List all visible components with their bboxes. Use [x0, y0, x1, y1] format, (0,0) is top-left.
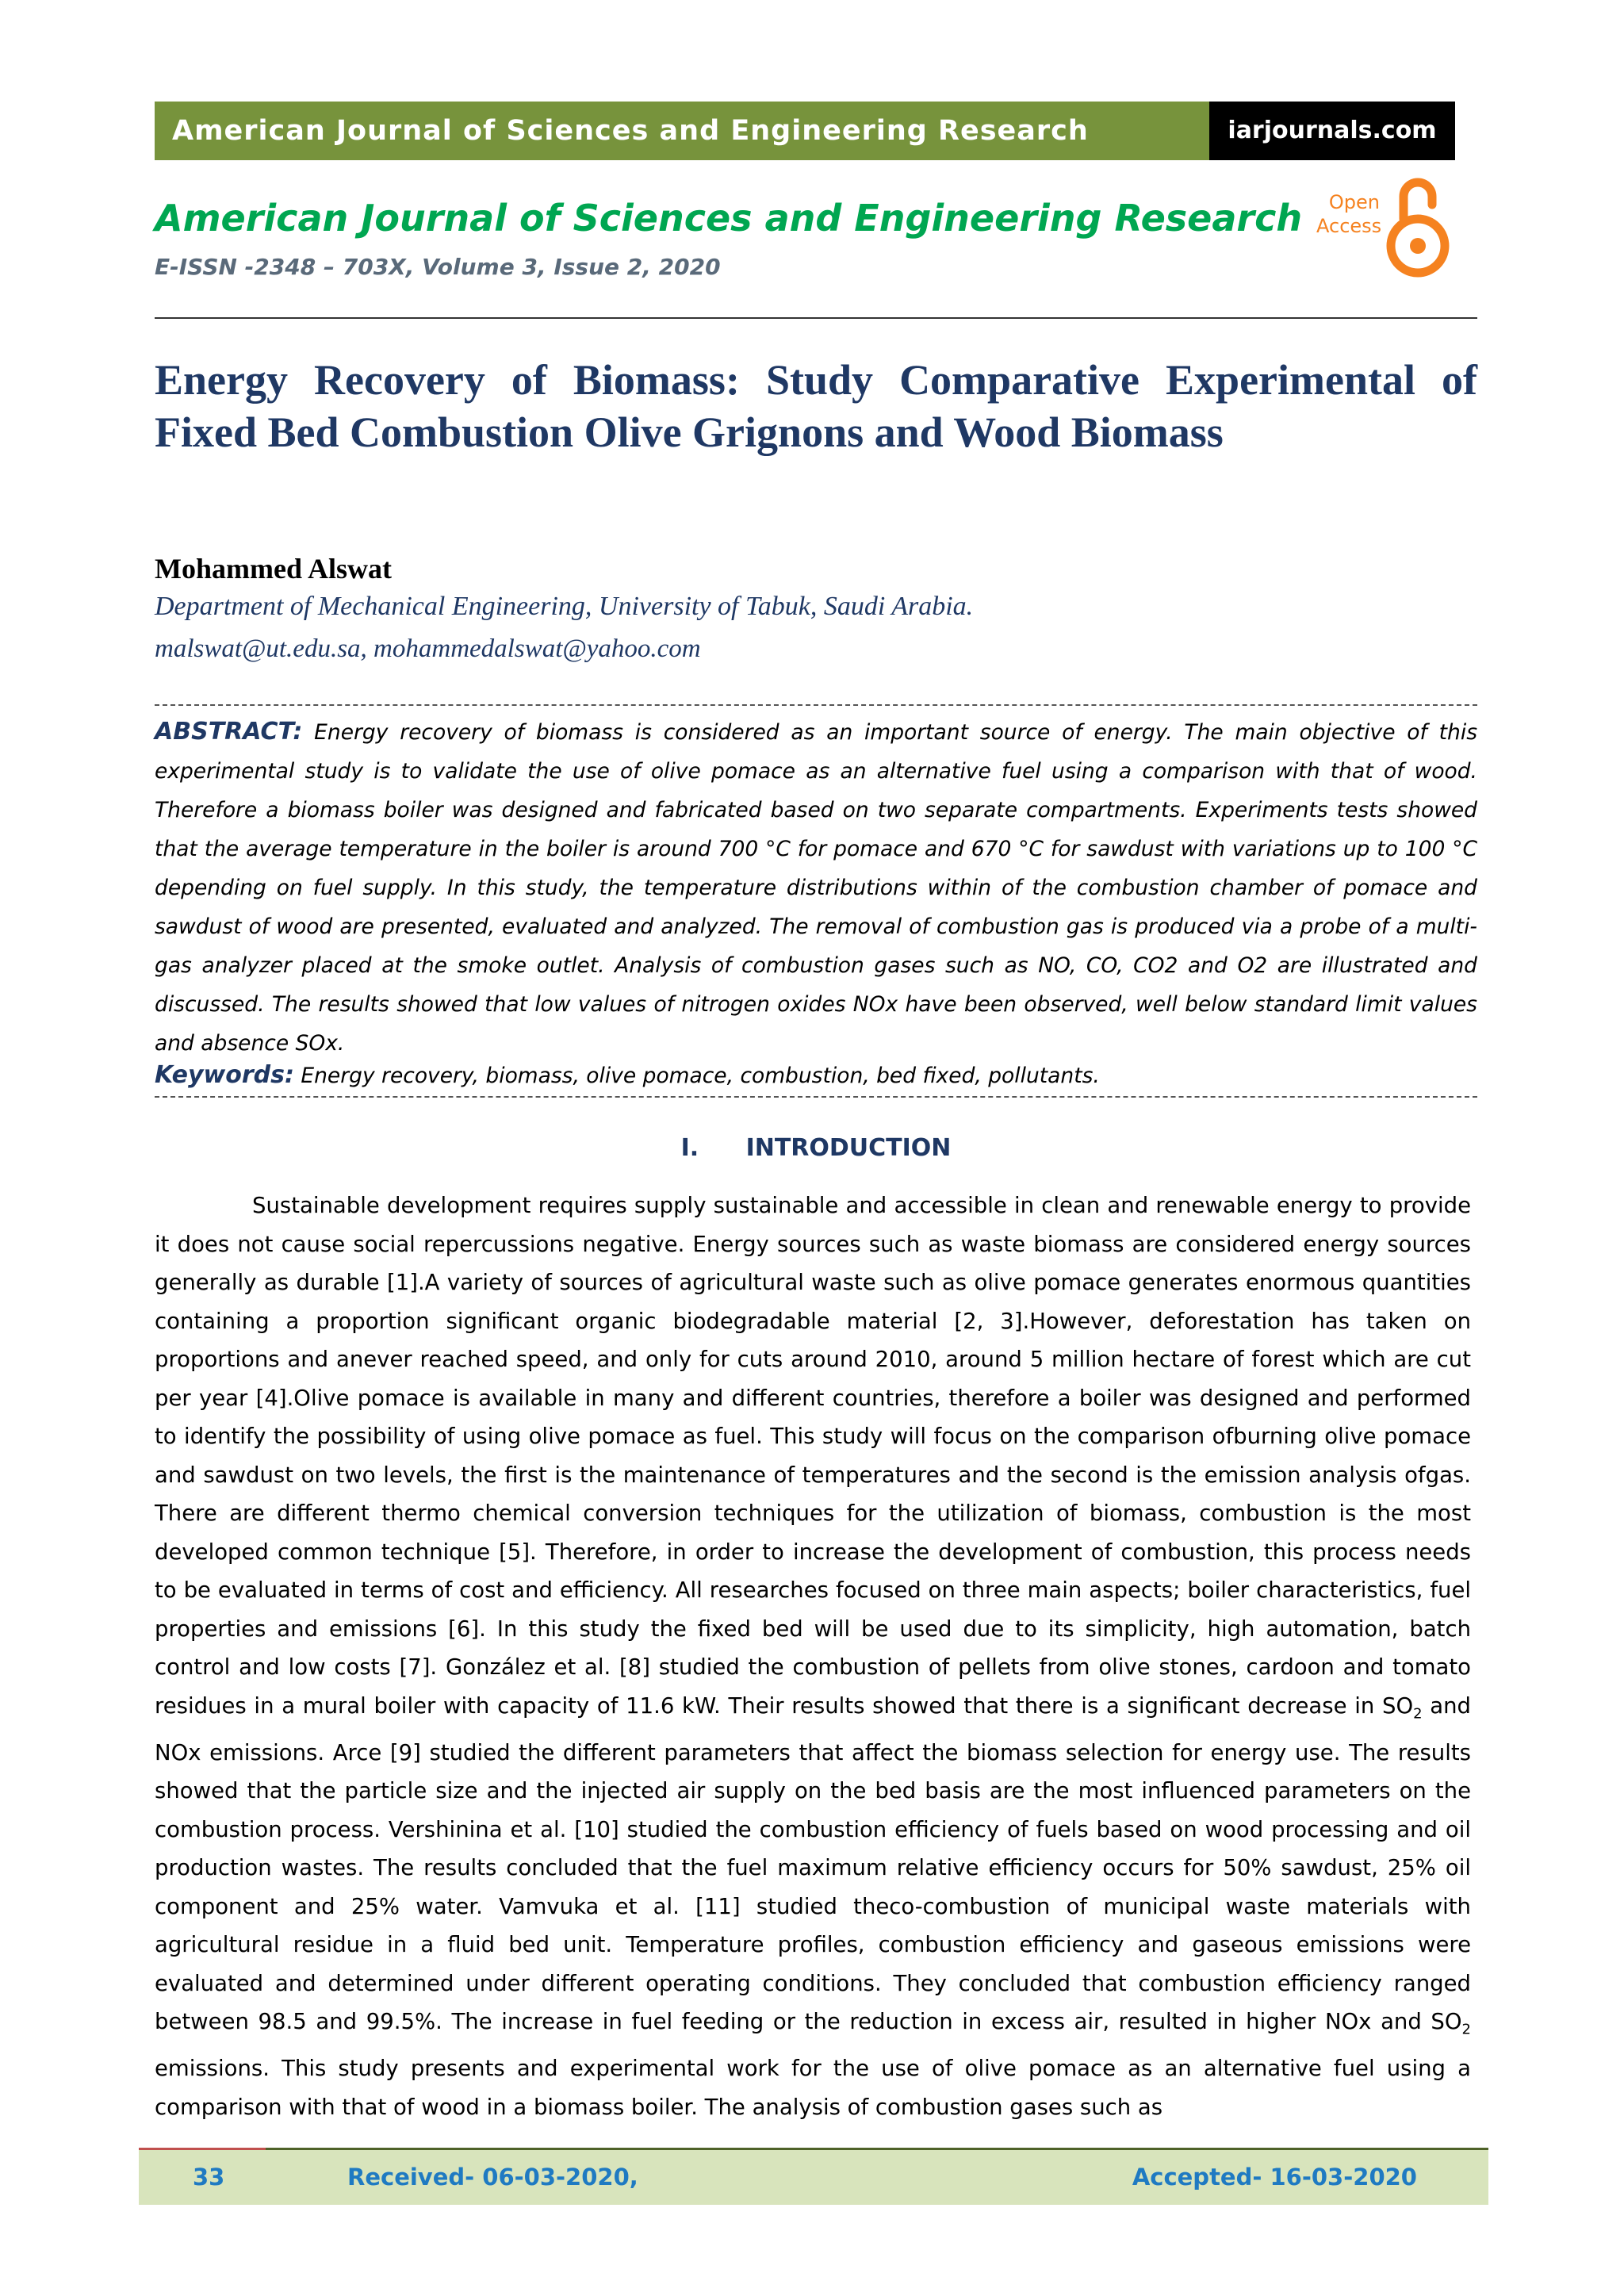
- open-access-logo: [1316, 173, 1455, 280]
- open-lock-icon: [1386, 173, 1450, 280]
- article-title: Energy Recovery of Biomass: Study Comparative Experimental of Fixed Bed Combustion Olive Grignons and Wood Biomass: [155, 356, 1477, 456]
- section-title: INTRODUCTION: [745, 1134, 952, 1162]
- open-access-label: Open Access: [1316, 191, 1382, 237]
- abstract-top-divider: [155, 704, 1477, 706]
- author-name: Mohammed Alswat: [155, 553, 392, 585]
- page-number: 33: [193, 2164, 225, 2191]
- section-heading: [155, 1134, 1477, 1162]
- author-affiliation: Department of Mechanical Engineering, University of Tabuk, Saudi Arabia.: [155, 592, 974, 621]
- keywords-text: Energy recovery, biomass, olive pomace, combustion, bed fixed, pollutants.: [293, 1064, 1100, 1088]
- journal-name: American Journal of Sciences and Engineering Research: [155, 197, 1303, 240]
- section-number: I.: [680, 1134, 699, 1162]
- author-emails[interactable]: malswat@ut.edu.sa, mohammedalswat@yahoo.com: [155, 634, 701, 663]
- accepted-date: Accepted- 16-03-2020: [1132, 2164, 1417, 2191]
- header-divider: [155, 317, 1477, 319]
- introduction-paragraph: Sustainable development requires supply sustainable and accessible in clean and renewable energy to provide it does not cause social repercussions negative. Energy sources such as waste biomass are considered energy sources generally as durable [1].A variety of sources of agricultural waste such as olive pomace generates enormous quantities containing a proportion significant organic biodegradable material [2, 3].However, deforestation has taken on proportions and anever reached speed, and only for cuts around 2010, around 5 million hectare of forest which are cut per year [4].Olive pomace is available in many and different countries, therefore a boiler was designed and performed to identify the possibility of using olive pomace as fuel. This study will focus on the comparison ofburning olive pomace and sawdust on two levels, the first is the maintenance of temperatures and the second is the emission analysis ofgas. There are different thermo chemical conversion techniques for the utilization of biomass, combustion is the most developed common technique [5]. Therefore, in order to increase the development of combustion, this process needs to be evaluated in terms of cost and efficiency. All researches focused on three main aspects; boiler characteristics, fuel properties and emissions [6]. In this study the fixed bed will be used due to its simplicity, high automation, batch control and low costs [7]. González et al. [8] studied the combustion of pellets from olive stones, cardoon and tomato residues in a mural boiler with capacity of 11.6 kW. Their results showed that there is a significant decrease in $SO_2$ and NOx emissions. Arce [9] studied the different parameters that affect the biomass selection for energy use. The results showed that the particle size and the injected air supply on the bed basis are the most influenced parameters on the combustion process. Vershinina et al. [10] studied the combustion efficiency of fuels based on wood processing and oil production wastes. The results concluded that the fuel maximum relative efficiency occurs for 50% sawdust, 25% oil component and 25% water. Vamvuka et al. [11] studied theco-combustion of municipal waste materials with agricultural residue in a fluid bed unit. Temperature profiles, combustion efficiency and gaseous emissions were evaluated and determined under different operating conditions. They concluded that combustion efficiency ranged between 98.5 and 99.5%. The increase in fuel feeding or the reduction in excess air, resulted in higher NOx and $SO_2$ emissions. This study presents and experimental work for the use of olive pomace as an alternative fuel using a comparison with that of wood in a biomass boiler. The analysis of combustion gases such as: [155, 1193, 1471, 2120]
- introduction-body: [155, 1186, 1471, 2126]
- banner-journal-title: American Journal of Sciences and Engineering Research: [155, 102, 1209, 160]
- issn-line: E-ISSN -2348 – 703X, Volume 3, Issue 2, 2020: [155, 254, 721, 280]
- journal-banner: [155, 102, 1455, 160]
- page-footer: [139, 2148, 1488, 2205]
- abstract-text: Energy recovery of biomass is considered as an important source of energy. The main objective of this experimental study is to validate the use of olive pomace as an alternative fuel using a comparison with that of wood. Therefore a biomass boiler was designed and fabricated based on two separate compartments. Experiments tests showed that the average temperature in the boiler is around 700 °C for pomace and 670 °C for sawdust with variations up to 100 °C depending on fuel supply. In this study, the temperature distributions within of the combustion chamber of pomace and sawdust of wood are presented, evaluated and analyzed. The removal of combustion gas is produced via a probe of a multi-gas analyzer placed at the smoke outlet. Analysis of combustion gases such as NO, CO, CO2 and O2 are illustrated and discussed. The results showed that low values of nitrogen oxides NOx have been observed, well below standard limit values and absence SOx.: [155, 720, 1477, 1056]
- abstract: [155, 712, 1477, 1063]
- keywords: [155, 1061, 1100, 1089]
- keywords-label: Keywords:: [155, 1061, 294, 1089]
- received-date: Received- 06-03-2020,: [347, 2164, 638, 2191]
- abstract-bottom-divider: [155, 1096, 1477, 1098]
- banner-site-link[interactable]: iarjournals.com: [1209, 102, 1455, 160]
- abstract-label: ABSTRACT:: [155, 718, 303, 746]
